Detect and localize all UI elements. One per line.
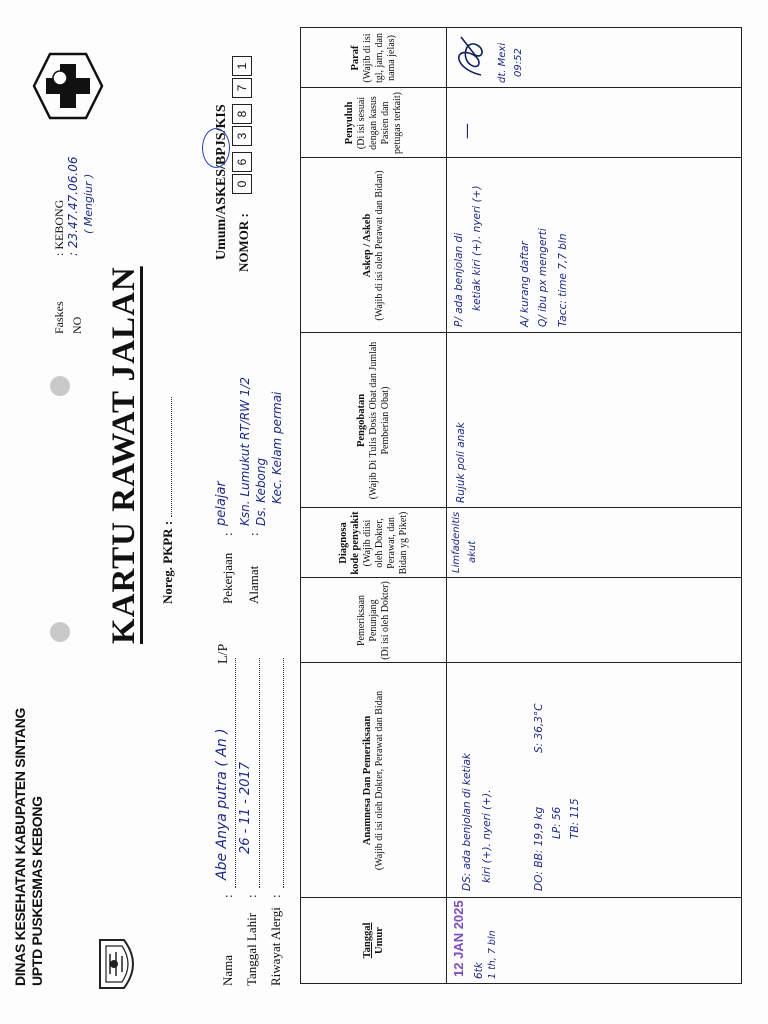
nama-value: Abe Anya putra ( An ) xyxy=(214,728,230,880)
pekerjaan-label: Pekerjaan xyxy=(220,552,235,604)
diagnosa-line-1: Limfadenitis xyxy=(451,511,462,573)
nomor-digit: 7 xyxy=(232,78,252,98)
alamat-label: Alamat xyxy=(246,565,261,604)
tanggal-lahir-value: 26 - 11 - 2017 xyxy=(238,761,253,854)
alamat-line-3: Kec. Kelam permai xyxy=(270,391,284,504)
nomor-digit: 1 xyxy=(232,56,252,76)
anamnesa-line-2: kiri (+). nyeri (+). xyxy=(481,789,493,883)
outpatient-record-table xyxy=(300,27,742,984)
col-header-penyuluh: Penyuluh (Di isi sesuai dengan kasus Pasien dan petugas terkait) xyxy=(343,92,403,154)
alamat-line-2: Ds. Kebong xyxy=(254,457,268,526)
nomor-digit: 0 xyxy=(232,174,252,194)
diagnosa-line-2: akut xyxy=(467,540,478,563)
askep-line-1: P/ ada benjolan di xyxy=(453,232,465,327)
col-header-pengobatan: Pengobatan (Wajib Di Tulis Dosis Obat dan Jumlah Pemberian Obat) xyxy=(355,341,391,500)
outpatient-card-sheet: DINAS KESEHATAN KABUPATEN SINTANG UPTD PUSKESMAS KEBONG KARTU RAWAT JALAN Noreg. PKPR : Nama : Abe Anya putra ( An ) L/P Tanggal Lahir : 26 - 11 - 2017 Riwayat Alergi : Pekerjaan : pelajar Alamat : Ksn. Lumukut RT/RW 1/2 Ds. Kebong Kec. Kelam permai Faskes : KEBONG NO : 23.47.47.06.06 ( Mengiur ) Umum/ASKES/BPJS/KIS NOMOR : 0 6 3 8 7 1 Tanggal Umur Anamnesa Dan Pemeriksaan (Wajib di isi oleh Dokter, Perawat dan Bidan Pemeriksaan Penunjang (Di isi oleh Dokter) Diagnosa kode penyakit (Wajib diisi oleh Dokter, Perawat, dan Bidan yg Piket) Pengobatan (Wajib Di Tulis Dosis Obat dan Jumlah Pemberian Obat) Askep / Askeb (Wajib di isi oleh Perawat dan Bidan) Penyuluh (Di isi sesuai dengan kasus Pasien dan petugas terkait) Paraf (Wajib di isi tgl, jam, dan nama jelas) 12 JAN 2025 6tk 1 th, 7 bln DS: ada benjolan di ketiak kiri (+). nyeri (+). DO: BB: 19,9 kg S: 36,3°C LP: 56 TB: 115 Limfadenitis akut Rujuk poli anak P/ ada benjolan di ketiak kiri (+). nyeri (+) A/ kurang daftar Q/ ibu px mengerti Tacc: time 7,7 bln — dt. Mexi 09:52 xyxy=(0,0,768,1024)
vital-line-4: TB: 115 xyxy=(569,798,581,839)
bpjs-circle-mark xyxy=(202,128,230,168)
col-header-tanggal: Tanggal Umur xyxy=(361,922,385,959)
col-header-anamnesa: Anamnesa Dan Pemeriksaan (Wajib di isi oleh Dokter, Perawat dan Bidan xyxy=(361,690,385,871)
paraf-line-2: 09:52 xyxy=(513,48,524,77)
agency-header xyxy=(12,708,46,986)
nomor-digit: 3 xyxy=(232,126,252,146)
agency-line-1: DINAS KESEHATAN KABUPATEN SINTANG xyxy=(12,707,28,986)
punch-hole xyxy=(50,376,70,396)
askep-line-3: A/ kurang daftar xyxy=(519,241,531,327)
umur-line-1: 6tk xyxy=(473,962,485,979)
pekerjaan-value: pelajar xyxy=(214,481,229,526)
penyuluh-line-1: — xyxy=(457,123,476,139)
tanggal-lahir-label: Tanggal Lahir xyxy=(244,912,259,986)
jenis-pembiayaan: Umum/ASKES/BPJS/KIS xyxy=(214,104,229,260)
nama-label: Nama xyxy=(220,954,235,986)
lp-label: L/P xyxy=(216,643,231,664)
vital-line-1: DO: BB: 19,9 kg xyxy=(533,806,545,891)
faskes-value: : KEBONG xyxy=(52,199,66,256)
col-header-pemeriksaan: Pemeriksaan Penunjang (Di isi oleh Dokter) xyxy=(355,581,391,660)
faskes-label: Faskes xyxy=(52,301,66,334)
vital-line-3: LP: 56 xyxy=(551,806,563,839)
handwritten-signature xyxy=(451,33,496,79)
umur-line-2: 1 th, 7 bln xyxy=(487,930,498,979)
agency-line-2: UPTD PUSKESMAS KEBONG xyxy=(29,796,45,986)
askep-line-2: ketiak kiri (+). nyeri (+) xyxy=(471,185,483,311)
col-header-paraf: Paraf (Wajib di isi tgl, jam, dan nama jelas) xyxy=(349,33,397,83)
noreg-label: Noreg. PKPR : xyxy=(160,520,175,604)
health-cross-logo xyxy=(30,48,106,124)
no-value: : 23.47.47.06.06 xyxy=(66,156,80,256)
col-header-diagnosa: Diagnosa kode penyakit (Wajib diisi oleh Dokter, Perawat, dan Bidan yg Piket) xyxy=(337,511,409,575)
askep-line-5: Tacc: time 7,7 bln xyxy=(557,233,569,327)
nomor-digit: 8 xyxy=(232,104,252,124)
visit-date-stamp: 12 JAN 2025 xyxy=(451,900,466,977)
noreg-pkpr xyxy=(160,397,176,604)
anamnesa-line-1: DS: ada benjolan di ketiak xyxy=(461,753,473,891)
nomor-digit: 6 xyxy=(232,152,252,172)
nomor-label: NOMOR : xyxy=(236,213,251,272)
regency-emblem-logo xyxy=(94,934,142,994)
pengobatan-line-1: Rujuk poli anak xyxy=(455,422,467,503)
no-note: ( Mengiur ) xyxy=(82,173,95,234)
no-label: NO xyxy=(70,316,84,334)
askep-line-4: Q/ ibu px mengerti xyxy=(537,228,549,327)
punch-hole xyxy=(50,622,70,642)
paraf-line-1: dt. Mexi xyxy=(497,42,508,83)
col-header-askep: Askep / Askeb (Wajib di isi oleh Perawat dan Bidan) xyxy=(361,170,385,321)
vital-line-2: S: 36,3°C xyxy=(533,703,545,753)
document-title: KARTU RAWAT JALAN xyxy=(106,266,142,644)
riwayat-alergi-label: Riwayat Alergi xyxy=(268,907,283,986)
alamat-line-1: Ksn. Lumukut RT/RW 1/2 xyxy=(238,376,252,526)
